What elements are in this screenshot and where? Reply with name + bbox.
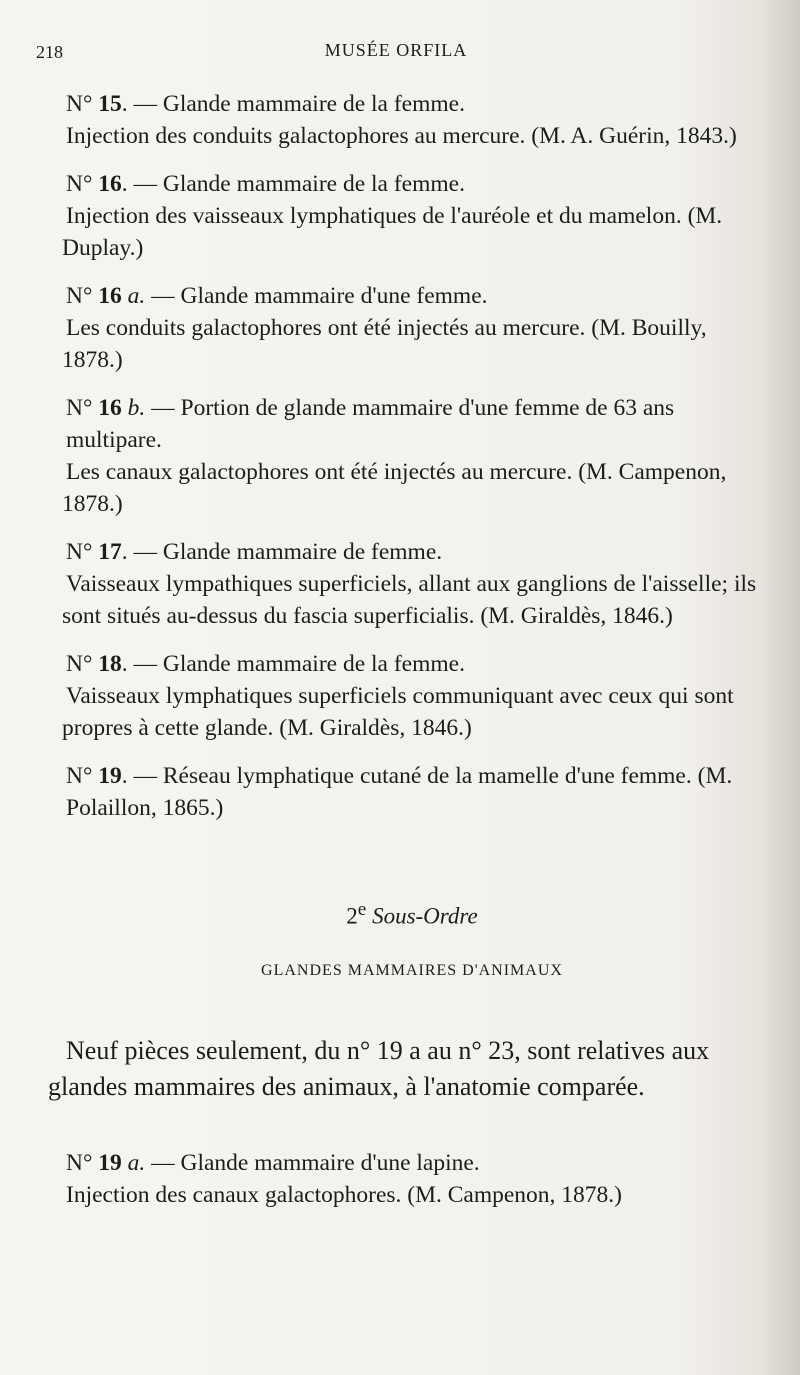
entry-title: — Portion de glande mammaire d'une femme de 63 ans multipare. (66, 395, 675, 453)
entry-suffix: b. (121, 395, 146, 421)
entry-no-label: N° (66, 651, 93, 677)
entry-suffix: . (121, 763, 128, 789)
entry-number: 16 (98, 283, 122, 309)
entry-text: Les conduits galactophores ont été injectés au mercure. (M. Bouilly, 1878.) (62, 315, 707, 373)
entry-text: Injection des canaux galactophores. (M. Campenon, 1878.) (66, 1181, 623, 1208)
entry-no-label: N° (66, 1149, 93, 1176)
entry-text: Injection des conduits galactophores au mercure. (M. A. Guérin, 1843.) (66, 123, 737, 149)
entry-title: — Glande mammaire de la femme. (127, 651, 465, 677)
entry-title: — Glande mammaire d'une lapine. (145, 1149, 480, 1176)
catalog-entry (62, 760, 762, 824)
catalog-entry (62, 168, 762, 264)
intro-paragraph: Neuf pièces seulement, du n° 19 a au n° 23, sont relatives aux glandes mammaires des animaux, à l'anatomie comparée. (48, 1035, 710, 1101)
entry-no-label: N° (66, 395, 93, 421)
entry-text: Vaisseaux lymphatiques superficiels communiquant avec ceux qui sont propres à cette glande. (M. Giraldès, 1846.) (62, 683, 734, 741)
page-header (36, 40, 756, 70)
entry-suffix: . (121, 651, 128, 677)
entry-suffix: . (121, 171, 128, 197)
entry-no-label: N° (66, 763, 93, 789)
suborder-heading (62, 894, 762, 933)
entry-suffix: . (121, 539, 128, 565)
running-title: MUSÉE ORFILA (324, 40, 468, 60)
entry-title: — Réseau lymphatique cutané de la mamelle d'une femme. (M. Polaillon, 1865.) (66, 763, 733, 821)
catalog-entry (62, 1147, 762, 1211)
suborder-label: Sous-Ordre (372, 903, 478, 929)
entry-no-label: N° (66, 283, 93, 309)
entry-no-label: N° (66, 539, 93, 565)
entry-no-label: N° (66, 171, 93, 197)
page-number: 218 (36, 42, 63, 62)
entry-title: — Glande mammaire de la femme. (127, 91, 465, 117)
entry-suffix: a. (121, 1149, 146, 1176)
entry-no-label: N° (66, 91, 93, 117)
entry-number: 17 (98, 539, 122, 565)
entry-number: 16 (98, 395, 122, 421)
catalog-entry (62, 648, 762, 744)
catalog-entry (62, 536, 762, 632)
entry-suffix: a. (121, 283, 146, 309)
entry-suffix: . (121, 91, 128, 117)
entry-text: Injection des vaisseaux lymphatiques de l'auréole et du mamelon. (M. Duplay.) (62, 203, 723, 261)
section-heading (62, 894, 762, 987)
page-body (48, 88, 762, 1227)
suborder-number: 2 (346, 903, 358, 929)
entry-number: 18 (98, 651, 122, 677)
catalog-entry (62, 392, 762, 520)
catalog-entry (62, 280, 762, 376)
suborder-sup: e (357, 899, 367, 920)
entry-number: 16 (98, 171, 122, 197)
entry-number: 19 (98, 763, 122, 789)
entry-title: — Glande mammaire d'une femme. (145, 283, 488, 309)
entry-text: Les canaux galactophores ont été injectés au mercure. (M. Campenon, 1878.) (62, 459, 727, 517)
entry-text: Vaisseaux lympathiques superficiels, allant aux ganglions de l'aisselle; ils sont situés au-dessus du fascia superficialis. (M. Giraldès, 1846.) (62, 571, 757, 629)
entry-number: 15 (98, 91, 122, 117)
catalog-entry (62, 88, 762, 152)
entry-number: 19 (98, 1149, 122, 1176)
section-title: GLANDES MAMMAIRES D'ANIMAUX (261, 961, 563, 979)
entry-title: — Glande mammaire de la femme. (127, 171, 465, 197)
entry-title: — Glande mammaire de femme. (127, 539, 443, 565)
